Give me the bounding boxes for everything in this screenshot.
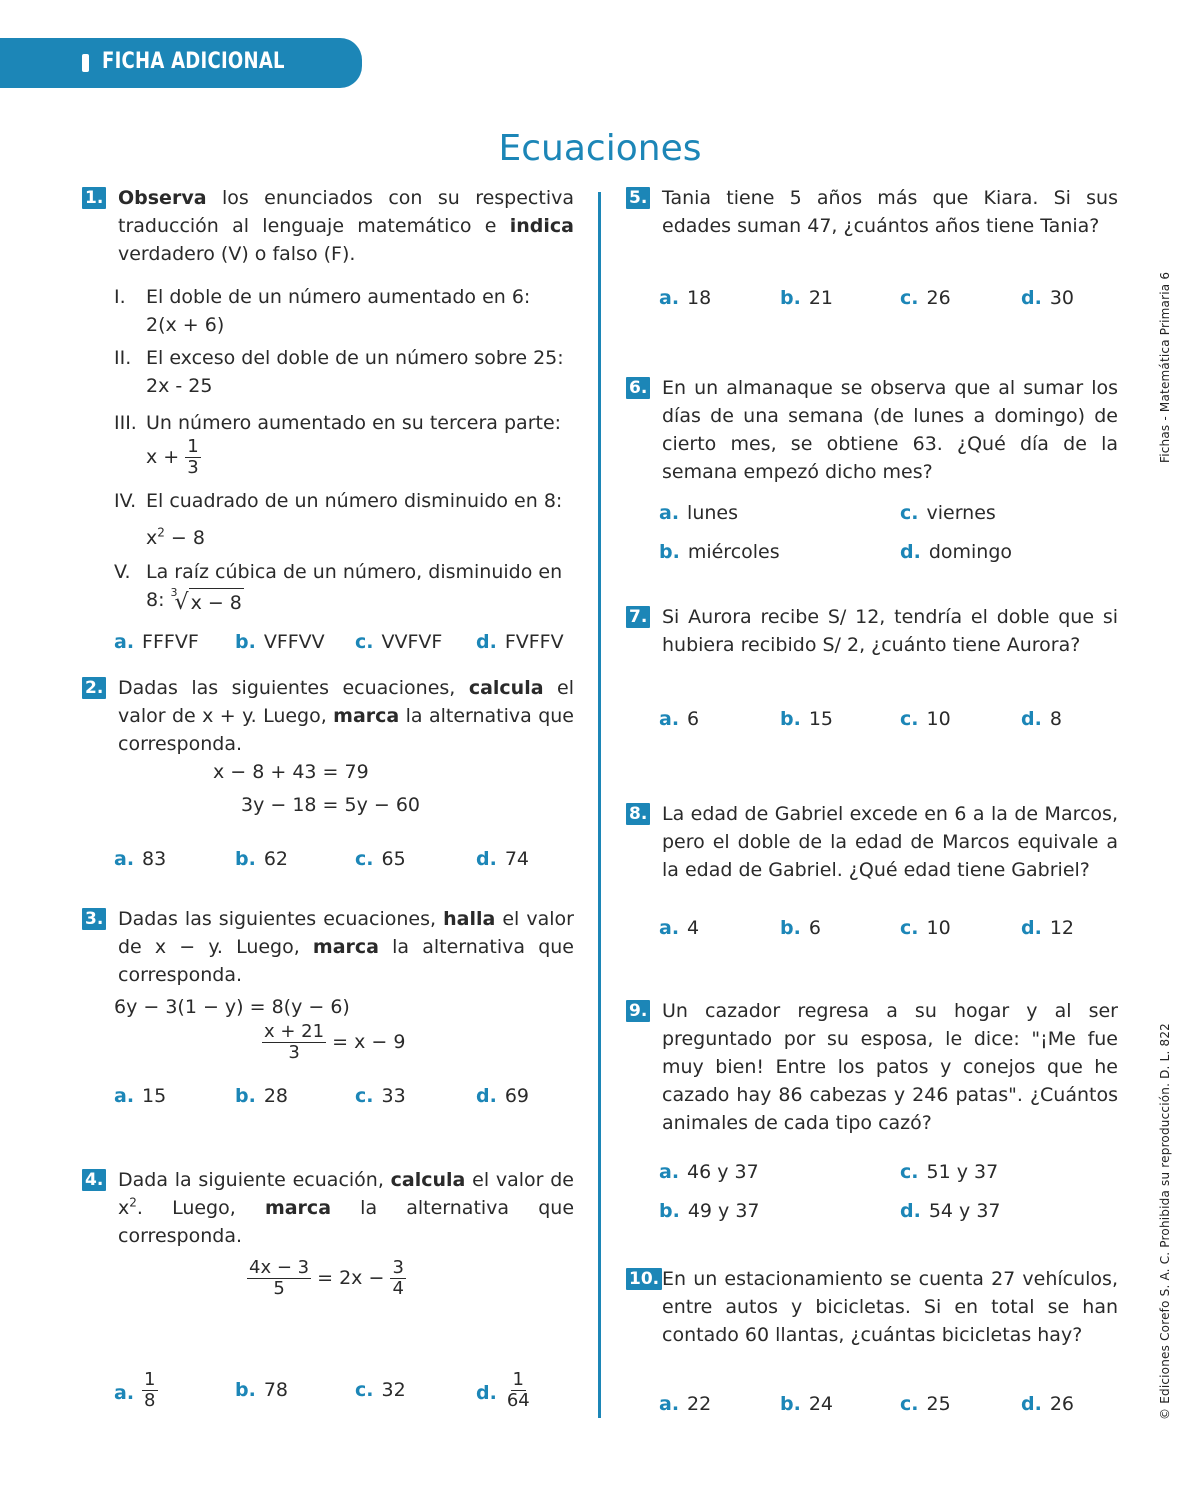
option-b[interactable]: b. VFFVV (235, 631, 325, 653)
side-credits (1158, 80, 1172, 1420)
question-number: 2. (82, 677, 106, 699)
question-number: 8. (626, 803, 650, 825)
banner-label: FICHA ADICIONAL (102, 49, 285, 74)
option-a[interactable]: a. 22 (659, 1393, 712, 1415)
question-text: En un estacionamiento se cuenta 27 vehículos, entre autos y bicicletas. Si en total se han contado 60 llantas, ¿cuántas bicicletas hay? (662, 1268, 1118, 1346)
option-b[interactable]: b. 28 (235, 1085, 289, 1107)
question-text: La edad de Gabriel excede en 6 a la de Marcos, pero el doble de la edad de Marcos equivale a la edad de Gabriel. ¿Qué edad tiene Gabriel? (662, 803, 1118, 881)
fraction: $\frac{4x - 3}{5}$ (249, 1257, 310, 1299)
option-d[interactable]: d. 12 (1021, 917, 1075, 939)
option-b[interactable]: b. 15 (780, 708, 834, 730)
question-text: Dada la siguiente ecuación, calcula el valor de $x^2$. Luego, marca la alternativa que corresponda. (118, 1169, 575, 1247)
option-d[interactable]: d. 54 y 37 (900, 1200, 1001, 1222)
option-b[interactable]: b. 78 (235, 1379, 289, 1401)
fraction: $\frac{1}{8}$ (144, 1369, 156, 1411)
option-a[interactable]: a. 18 (659, 287, 712, 309)
banner-bar-icon (82, 54, 89, 72)
option-a[interactable]: a. 6 (659, 708, 700, 730)
question-number: 7. (626, 606, 650, 628)
cube-root: 3 √ x − 8 (170, 586, 242, 615)
option-b[interactable]: b. 21 (780, 287, 834, 309)
question-8 (626, 800, 1118, 884)
option-c[interactable]: c. 65 (355, 848, 406, 870)
fraction: $\frac{x + 21}{3}$ (264, 1021, 325, 1063)
option-b[interactable]: b. 62 (235, 848, 289, 870)
question-text: Dadas las siguientes ecuaciones, calcula el valor de x + y. Luego, marca la alternativa que corresponda. (118, 677, 574, 755)
option-a[interactable]: a. 46 y 37 (659, 1161, 759, 1183)
option-c[interactable]: c. 26 (900, 287, 951, 309)
statement-3: III. Un número aumentado en su tercera parte: x + $\frac{1}{3}$ (114, 412, 562, 478)
question-4 (82, 1166, 574, 1250)
option-c[interactable]: c. 33 (355, 1085, 406, 1107)
option-a[interactable]: a. 83 (114, 848, 167, 870)
statement-1: I. El doble de un número aumentado en 6: 2(x + 6) (114, 286, 531, 336)
question-number: 5. (626, 187, 650, 209)
option-d[interactable]: d. domingo (900, 541, 1013, 563)
option-d[interactable]: d. 8 (1021, 708, 1062, 730)
question-text: Observa los enunciados con su respectiva traducción al lenguaje matemático e indica verdadero (V) o falso (F). (118, 187, 574, 265)
question-number: 4. (82, 1169, 106, 1191)
column-divider (598, 192, 601, 1418)
question-3 (82, 905, 574, 989)
option-d[interactable]: d. 74 (476, 848, 530, 870)
question-5 (626, 184, 1118, 240)
question-10 (626, 1265, 1118, 1349)
question-9 (626, 997, 1118, 1137)
equation-2: 3y − 18 = 5y − 60 (241, 794, 421, 816)
question-number: 3. (82, 908, 106, 930)
side-copyright: © Ediciones Corefo S. A. C. Prohibida su reproducción. D. L. 822 (1158, 1023, 1172, 1420)
option-a[interactable]: a. $\frac{1}{8}$ (114, 1369, 156, 1411)
option-b[interactable]: b. miércoles (659, 541, 780, 563)
option-c[interactable]: c. VVFVF (355, 631, 443, 653)
question-2 (82, 674, 574, 758)
option-c[interactable]: c. 51 y 37 (900, 1161, 999, 1183)
option-a[interactable]: a. 4 (659, 917, 700, 939)
option-d[interactable]: d. FVFFV (476, 631, 564, 653)
option-c[interactable]: c. 10 (900, 708, 951, 730)
option-d[interactable]: d. 30 (1021, 287, 1075, 309)
question-text: Dadas las siguientes ecuaciones, halla el valor de x − y. Luego, marca la alternativa que corresponda. (118, 908, 574, 986)
fraction: $\frac{1}{64}$ (506, 1369, 530, 1411)
fraction: $\frac{1}{3}$ (187, 436, 199, 478)
option-d[interactable]: d. 26 (1021, 1393, 1075, 1415)
question-text: Un cazador regresa a su hogar y al ser preguntado por su esposa, le dice: "¡Me fue muy bien! Entre los patos y conejos que he cazado hay 86 cabezas y 246 patas". ¿Cuántos animales de cada tipo cazó? (662, 1000, 1118, 1134)
question-6 (626, 374, 1118, 486)
side-series: Fichas - Matemática Primaria 6 (1158, 271, 1172, 463)
question-text: Si Aurora recibe S/ 12, tendría el doble que si hubiera recibido S/ 2, ¿cuánto tiene Aurora? (662, 606, 1118, 656)
statement-4: IV. El cuadrado de un número disminuido en 8: $x^2 - 8$ (114, 490, 563, 549)
section-banner (0, 38, 362, 88)
option-c[interactable]: c. 32 (355, 1379, 406, 1401)
option-a[interactable]: a. lunes (659, 502, 738, 524)
question-text: Tania tiene 5 años más que Kiara. Si sus edades suman 47, ¿cuántos años tiene Tania? (662, 187, 1118, 237)
option-a[interactable]: a. 15 (114, 1085, 167, 1107)
question-number: 9. (626, 1000, 650, 1022)
question-number: 6. (626, 377, 650, 399)
option-a[interactable]: a. FFFVF (114, 631, 199, 653)
option-c[interactable]: c. viernes (900, 502, 996, 524)
equation-1: x − 8 + 43 = 79 (213, 761, 369, 783)
option-b[interactable]: b. 49 y 37 (659, 1200, 760, 1222)
option-d[interactable]: d. $\frac{1}{64}$ (476, 1369, 530, 1411)
page-title: Ecuaciones (498, 128, 702, 169)
fraction: $\frac{3}{4}$ (392, 1257, 404, 1299)
option-c[interactable]: c. 10 (900, 917, 951, 939)
question-7 (626, 603, 1118, 659)
question-number: 1. (82, 187, 106, 209)
equation-2: $\frac{x + 21}{3}$ = x − 9 (264, 1021, 406, 1063)
equation-1: 6y − 3(1 − y) = 8(y − 6) (114, 996, 350, 1018)
statement-5: V. La raíz cúbica de un número, disminuido en 8: 3 √ x − 8 (114, 561, 563, 615)
option-c[interactable]: c. 25 (900, 1393, 951, 1415)
question-number: 10. (626, 1268, 662, 1290)
option-d[interactable]: d. 69 (476, 1085, 530, 1107)
statement-2: II. El exceso del doble de un número sobre 25: 2x - 25 (114, 347, 564, 397)
question-1 (82, 184, 574, 268)
option-b[interactable]: b. 24 (780, 1393, 834, 1415)
question-text: En un almanaque se observa que al sumar los días de una semana (de lunes a domingo) de cierto mes, se obtiene 63. ¿Qué día de la semana empezó dicho mes? (662, 377, 1118, 483)
equation: $\frac{4x - 3}{5}$ = 2x − $\frac{3}{4}$ (249, 1257, 404, 1299)
option-b[interactable]: b. 6 (780, 917, 821, 939)
